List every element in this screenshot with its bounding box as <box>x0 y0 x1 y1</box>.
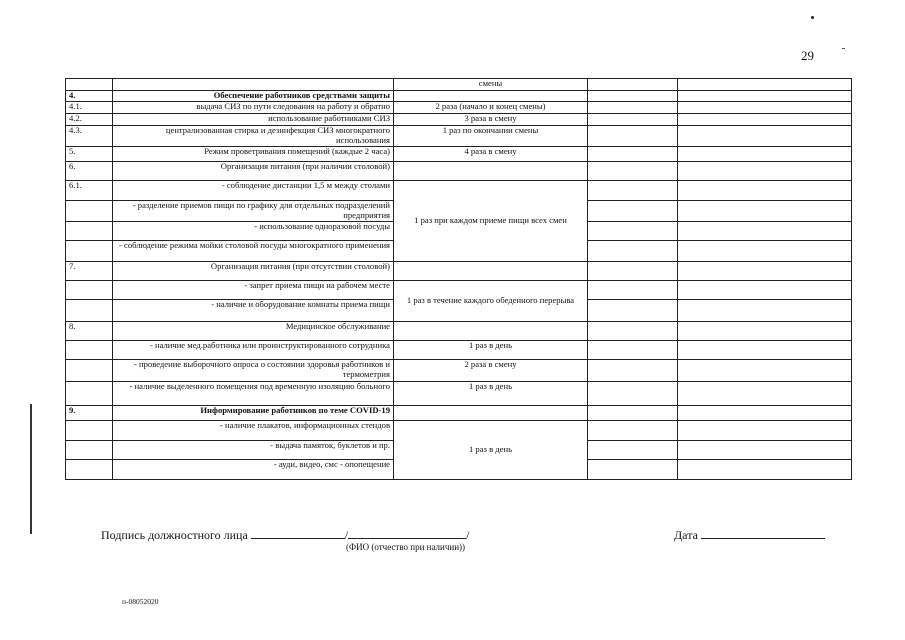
cell-empty <box>588 460 678 480</box>
scan-dot <box>842 48 845 49</box>
cell-empty <box>588 241 678 262</box>
cell-empty <box>588 382 678 406</box>
cell-measure: использование работниками СИЗ <box>113 114 394 126</box>
cell-number: 9. <box>66 406 113 421</box>
cell-empty <box>588 91 678 102</box>
cell-number: 6.1. <box>66 181 113 201</box>
cell-frequency <box>394 162 588 181</box>
cell-measure: - наличие мед.работника или проинструктированного сотрудника <box>113 341 394 360</box>
cell-measure: централизованная стирка и дезинфекция СИЗ многократного использования <box>113 126 394 147</box>
cell-frequency-merged: 1 раз в день <box>394 421 588 480</box>
cell-empty <box>588 201 678 222</box>
cell-number: 7. <box>66 262 113 281</box>
cell-empty <box>588 262 678 281</box>
cell-empty <box>678 421 852 441</box>
cell-empty <box>678 222 852 241</box>
fio-field[interactable] <box>348 527 466 539</box>
cell-empty <box>588 114 678 126</box>
cell-number <box>66 421 113 441</box>
cell-empty <box>678 300 852 322</box>
cell-number: 6. <box>66 162 113 181</box>
cell-empty <box>678 114 852 126</box>
cell-frequency <box>394 406 588 421</box>
table-row <box>66 91 852 102</box>
cell-number <box>66 360 113 382</box>
cell-empty <box>588 222 678 241</box>
cell-empty <box>678 406 852 421</box>
scan-artifact-line <box>30 404 32 534</box>
document-code: п-08052020 <box>122 597 159 606</box>
table-row <box>66 281 852 300</box>
cell-measure: Информирование работников по теме COVID-19 <box>113 406 394 421</box>
cell-number <box>66 201 113 222</box>
cell-measure: - наличие плакатов, информационных стендов <box>113 421 394 441</box>
cell-empty <box>588 102 678 114</box>
cell-number <box>66 441 113 460</box>
cell-frequency <box>394 322 588 341</box>
signature-label: Подпись должностного лица <box>101 528 248 542</box>
table <box>65 78 852 480</box>
cell-empty <box>588 281 678 300</box>
cell-empty <box>678 460 852 480</box>
cell-number: 4. <box>66 91 113 102</box>
cell-empty <box>588 79 678 91</box>
cell-empty <box>588 147 678 162</box>
signature-block <box>101 527 469 543</box>
cell-empty <box>588 300 678 322</box>
cell-empty <box>588 341 678 360</box>
table-row <box>66 406 852 421</box>
cell-empty <box>678 341 852 360</box>
cell-frequency: 4 раза в смену <box>394 147 588 162</box>
table-row <box>66 360 852 382</box>
table-row <box>66 147 852 162</box>
cell-measure: Медицинское обслуживание <box>113 322 394 341</box>
cell-frequency: 1 раз в день <box>394 341 588 360</box>
cell-measure: - ауди, видео, смс - опопещение <box>113 460 394 480</box>
cell-frequency: 2 раза (начало и конец смены) <box>394 102 588 114</box>
cell-frequency-merged: 1 раз при каждом приеме пищи всех смен <box>394 181 588 262</box>
cell-frequency: 3 раза в смену <box>394 114 588 126</box>
cell-number <box>66 341 113 360</box>
cell-empty <box>678 181 852 201</box>
cell-empty <box>678 162 852 181</box>
cell-empty <box>678 322 852 341</box>
cell-empty <box>588 406 678 421</box>
table-row <box>66 341 852 360</box>
signature-field[interactable] <box>251 527 345 539</box>
cell-empty <box>678 147 852 162</box>
cell-empty <box>678 91 852 102</box>
cell-measure: - наличие и оборудование комнаты приема пищи <box>113 300 394 322</box>
cell-measure: - выдача памяток, буклетов и пр. <box>113 441 394 460</box>
cell-empty <box>678 382 852 406</box>
table-row <box>66 114 852 126</box>
cell-empty <box>588 360 678 382</box>
table-row <box>66 262 852 281</box>
cell-measure: Организация питания (при отсутствии столовой) <box>113 262 394 281</box>
slash: / <box>466 528 470 542</box>
cell-number <box>66 281 113 300</box>
cell-empty <box>588 322 678 341</box>
cell-empty <box>588 126 678 147</box>
cell-frequency: смены <box>394 79 588 91</box>
fio-hint: (ФИО (отчество при наличии)) <box>346 542 466 552</box>
page-number: 29 <box>801 48 814 63</box>
cell-frequency: 2 раза в смену <box>394 360 588 382</box>
cell-frequency: 1 раз по окончании смены <box>394 126 588 147</box>
cell-measure: - проведение выборочного опроса о состоянии здоровья работников и термометрия <box>113 360 394 382</box>
cell-measure: - наличие выделенного помещения под временную изоляцию больного <box>113 382 394 406</box>
cell-measure: выдача СИЗ по пути следования на работу и обратно <box>113 102 394 114</box>
date-block <box>674 527 825 543</box>
cell-empty <box>678 201 852 222</box>
cell-frequency <box>394 262 588 281</box>
cell-empty <box>678 126 852 147</box>
cell-frequency: 1 раз в день <box>394 382 588 406</box>
table-row <box>66 79 852 91</box>
cell-measure: - использование одноразовой посуды <box>113 222 394 241</box>
control-table <box>65 78 851 510</box>
cell-number: 4.2. <box>66 114 113 126</box>
cell-number <box>66 460 113 480</box>
cell-empty <box>678 281 852 300</box>
cell-number <box>66 241 113 262</box>
cell-measure: Обеспечение работников средствами защиты <box>113 91 394 102</box>
cell-frequency <box>394 91 588 102</box>
cell-empty <box>588 181 678 201</box>
cell-number <box>66 222 113 241</box>
table-row <box>66 181 852 201</box>
scan-dot <box>811 16 814 19</box>
cell-number: 8. <box>66 322 113 341</box>
cell-measure: Организация питания (при наличии столовой) <box>113 162 394 181</box>
table-row <box>66 421 852 441</box>
cell-measure <box>113 79 394 91</box>
table-row <box>66 382 852 406</box>
table-row <box>66 322 852 341</box>
table-row <box>66 126 852 147</box>
date-label: Дата <box>674 528 698 542</box>
cell-measure: - соблюдение дистанции 1,5 м между столами <box>113 181 394 201</box>
cell-empty <box>588 421 678 441</box>
date-field[interactable] <box>701 527 825 539</box>
cell-empty <box>678 262 852 281</box>
cell-number: 4.3. <box>66 126 113 147</box>
cell-number <box>66 382 113 406</box>
cell-number: 4.1. <box>66 102 113 114</box>
cell-empty <box>678 102 852 114</box>
cell-measure: - разделение приемов пищи по графику для отдельных подразделений предприятия <box>113 201 394 222</box>
cell-empty <box>678 79 852 91</box>
cell-empty <box>678 441 852 460</box>
table-row <box>66 102 852 114</box>
cell-empty <box>588 162 678 181</box>
cell-frequency-merged: 1 раз в течение каждого обеденного перерыва <box>394 281 588 322</box>
cell-measure: Режим проветривания помещений (каждые 2 часа) <box>113 147 394 162</box>
table-row <box>66 162 852 181</box>
cell-measure: - запрет приема пищи на рабочем месте <box>113 281 394 300</box>
cell-empty <box>678 360 852 382</box>
cell-number: 5. <box>66 147 113 162</box>
cell-number <box>66 79 113 91</box>
cell-empty <box>678 241 852 262</box>
slash: / <box>344 528 349 542</box>
cell-measure: - соблюдение режима мойки столовой посуды многократного применения <box>113 241 394 262</box>
cell-empty <box>588 441 678 460</box>
cell-number <box>66 300 113 322</box>
